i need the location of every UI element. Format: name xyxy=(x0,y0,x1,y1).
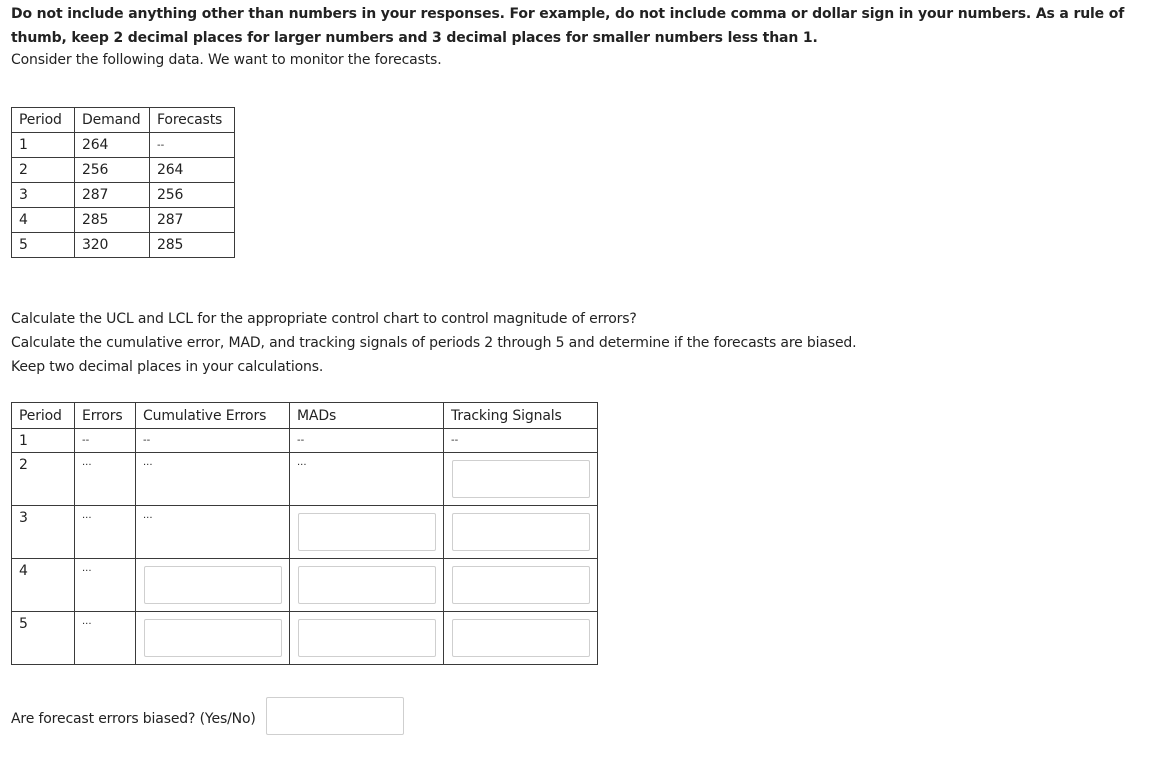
tracking-signal-cell xyxy=(444,506,598,559)
table-row xyxy=(12,133,235,158)
demand-cell: 256 xyxy=(75,158,150,183)
column-header-cumulative-errors: Cumulative Errors xyxy=(136,403,290,429)
period-cell: 1 xyxy=(12,429,75,453)
table-row xyxy=(12,453,598,506)
period-cell: 3 xyxy=(12,506,75,559)
cumulative-error-input-period-4[interactable] xyxy=(144,566,282,604)
cumulative-error-input-period-5[interactable] xyxy=(144,619,282,657)
question-precision: Keep two decimal places in your calculations. xyxy=(11,359,324,375)
bias-answer-input[interactable] xyxy=(266,697,404,735)
mad-cell: ... xyxy=(290,453,444,506)
demand-cell: 287 xyxy=(75,183,150,208)
mad-cell xyxy=(290,559,444,612)
intro-text: Consider the following data. We want to monitor the forecasts. xyxy=(11,52,442,68)
demand-forecast-table xyxy=(11,107,235,258)
period-cell: 2 xyxy=(12,158,75,183)
bias-question-label: Are forecast errors biased? (Yes/No) xyxy=(11,711,256,727)
mad-input-period-5[interactable] xyxy=(298,619,436,657)
cumulative-error-cell: ... xyxy=(136,453,290,506)
column-header-tracking-signals: Tracking Signals xyxy=(444,403,598,429)
table-row xyxy=(12,233,235,258)
table-row xyxy=(12,429,598,453)
table-row xyxy=(12,612,598,665)
period-cell: 4 xyxy=(12,559,75,612)
period-cell: 5 xyxy=(12,233,75,258)
period-cell: 2 xyxy=(12,453,75,506)
mad-input-period-3[interactable] xyxy=(298,513,436,551)
column-header-mads: MADs xyxy=(290,403,444,429)
error-tracking-table xyxy=(11,402,598,665)
period-cell: 3 xyxy=(12,183,75,208)
forecast-cell: 256 xyxy=(150,183,235,208)
tracking-signal-cell xyxy=(444,612,598,665)
question-tracking: Calculate the cumulative error, MAD, and tracking signals of periods 2 through 5 and determine if the forecasts are biased. xyxy=(11,335,857,351)
tracking-signal-cell: -- xyxy=(444,429,598,453)
cumulative-error-cell xyxy=(136,612,290,665)
instructions-text: Do not include anything other than numbers in your responses. For example, do not include comma or dollar sign in your numbers. As a rule of thumb, keep 2 decimal places for larger numbers and 3 decimal places for smaller numbers less than 1. xyxy=(11,6,1125,46)
mad-cell xyxy=(290,612,444,665)
column-header-forecasts: Forecasts xyxy=(150,108,235,133)
table-row xyxy=(12,158,235,183)
mad-cell: -- xyxy=(290,429,444,453)
table-row xyxy=(12,506,598,559)
column-header-period: Period xyxy=(12,403,75,429)
cumulative-error-cell: ... xyxy=(136,506,290,559)
error-cell: ... xyxy=(75,453,136,506)
forecast-cell: 285 xyxy=(150,233,235,258)
tracking-signal-cell xyxy=(444,559,598,612)
column-header-errors: Errors xyxy=(75,403,136,429)
column-header-period: Period xyxy=(12,108,75,133)
demand-cell: 285 xyxy=(75,208,150,233)
tracking-signal-input-period-4[interactable] xyxy=(452,566,590,604)
forecast-cell: 264 xyxy=(150,158,235,183)
tracking-signal-input-period-3[interactable] xyxy=(452,513,590,551)
error-cell: ... xyxy=(75,506,136,559)
demand-cell: 264 xyxy=(75,133,150,158)
tracking-signal-input-period-5[interactable] xyxy=(452,619,590,657)
period-cell: 4 xyxy=(12,208,75,233)
column-header-demand: Demand xyxy=(75,108,150,133)
tracking-signal-input-period-2[interactable] xyxy=(452,460,590,498)
error-cell: ... xyxy=(75,612,136,665)
cumulative-error-cell: -- xyxy=(136,429,290,453)
table-row xyxy=(12,208,235,233)
table-header-row xyxy=(12,108,235,133)
demand-cell: 320 xyxy=(75,233,150,258)
question-control-limits: Calculate the UCL and LCL for the appropriate control chart to control magnitude of errors? xyxy=(11,311,637,327)
forecast-cell: 287 xyxy=(150,208,235,233)
mad-input-period-4[interactable] xyxy=(298,566,436,604)
period-cell: 1 xyxy=(12,133,75,158)
table-row xyxy=(12,183,235,208)
table-header-row xyxy=(12,403,598,429)
error-cell: -- xyxy=(75,429,136,453)
period-cell: 5 xyxy=(12,612,75,665)
tracking-signal-cell xyxy=(444,453,598,506)
error-cell: ... xyxy=(75,559,136,612)
cumulative-error-cell xyxy=(136,559,290,612)
table-row xyxy=(12,559,598,612)
forecast-cell: -- xyxy=(150,133,235,158)
mad-cell xyxy=(290,506,444,559)
